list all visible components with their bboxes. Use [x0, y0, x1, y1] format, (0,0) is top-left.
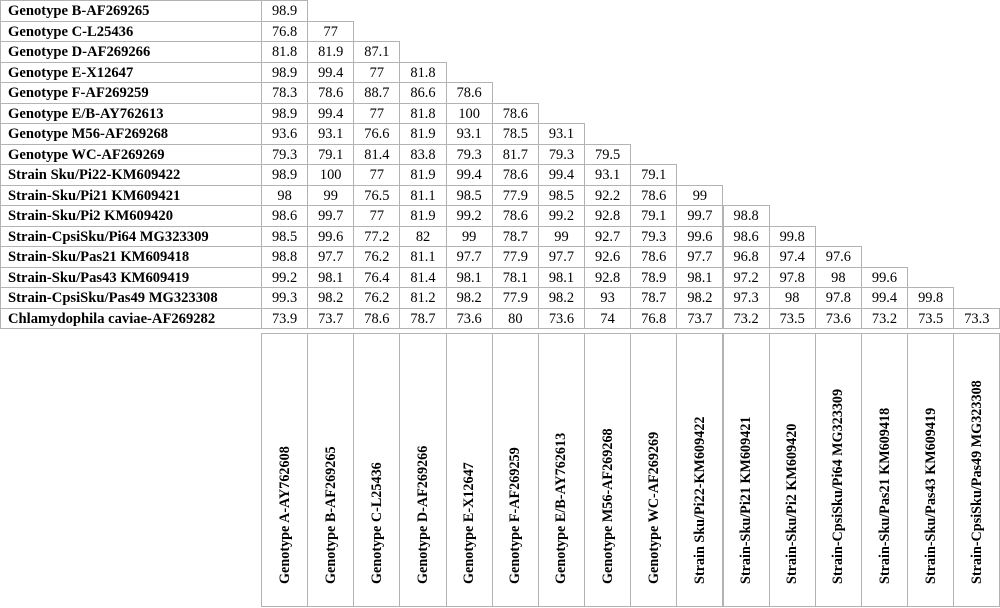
value-cell: 98.6 [261, 205, 308, 227]
value-cell: 78.6 [492, 103, 539, 125]
value-cell: 97.8 [815, 287, 862, 309]
value-cell: 93.1 [307, 123, 354, 145]
value-cell: 99.2 [446, 205, 493, 227]
value-cell: 77.9 [492, 246, 539, 268]
column-header [907, 333, 954, 607]
column-header-label: Genotype C-L25436 [368, 462, 385, 584]
column-header-label: Strain-Sku/Pi21 KM609421 [738, 416, 755, 584]
value-cell: 78.7 [492, 226, 539, 248]
value-cell: 98.2 [307, 287, 354, 309]
value-cell: 97.3 [723, 287, 770, 309]
value-cell: 78.7 [630, 287, 677, 309]
value-cell: 81.8 [261, 41, 308, 63]
column-header [861, 333, 908, 607]
value-cell: 77 [353, 164, 400, 186]
row-label: Strain-Sku/Pi2 KM609420 [0, 205, 262, 227]
row-label: Genotype E/B-AY762613 [0, 103, 262, 125]
value-cell: 78.6 [630, 246, 677, 268]
value-cell: 81.1 [399, 246, 446, 268]
value-cell: 73.5 [907, 308, 954, 330]
value-cell: 78.6 [630, 185, 677, 207]
value-cell: 79.1 [630, 164, 677, 186]
value-cell: 79.3 [261, 144, 308, 166]
value-cell: 81.9 [399, 205, 446, 227]
value-cell: 77 [353, 62, 400, 84]
value-cell: 99.2 [538, 205, 585, 227]
value-cell: 76.6 [353, 123, 400, 145]
value-cell: 76.5 [353, 185, 400, 207]
value-cell: 93.1 [538, 123, 585, 145]
value-cell: 98.5 [538, 185, 585, 207]
value-cell: 97.6 [815, 246, 862, 268]
value-cell: 99 [538, 226, 585, 248]
value-cell: 98.5 [261, 226, 308, 248]
column-header [307, 333, 354, 607]
value-cell: 76.8 [261, 21, 308, 43]
value-cell: 98.1 [538, 267, 585, 289]
value-cell: 73.2 [723, 308, 770, 330]
value-cell: 81.4 [353, 144, 400, 166]
value-cell: 93.6 [261, 123, 308, 145]
value-cell: 99.4 [538, 164, 585, 186]
value-cell: 98 [261, 185, 308, 207]
value-cell: 99.4 [446, 164, 493, 186]
value-cell: 78.6 [492, 205, 539, 227]
row-label: Chlamydophila caviae-AF269282 [0, 308, 262, 330]
value-cell: 78.1 [492, 267, 539, 289]
column-header [261, 333, 308, 607]
column-header-label: Strain-Sku/Pi2 KM609420 [784, 423, 801, 584]
column-header [538, 333, 585, 607]
value-cell: 92.8 [584, 205, 631, 227]
row-label: Genotype M56-AF269268 [0, 123, 262, 145]
value-cell: 92.2 [584, 185, 631, 207]
value-cell: 97.7 [538, 246, 585, 268]
value-cell: 78.3 [261, 82, 308, 104]
value-cell: 79.5 [584, 144, 631, 166]
row-label: Strain-CpsiSku/Pas49 MG323308 [0, 287, 262, 309]
value-cell: 78.9 [630, 267, 677, 289]
value-cell: 80 [492, 308, 539, 330]
value-cell: 81.2 [399, 287, 446, 309]
value-cell: 82 [399, 226, 446, 248]
value-cell: 97.2 [723, 267, 770, 289]
value-cell: 97.7 [676, 246, 723, 268]
value-cell: 99.8 [769, 226, 816, 248]
value-cell: 99.7 [676, 205, 723, 227]
value-cell: 99.6 [676, 226, 723, 248]
value-cell: 76.4 [353, 267, 400, 289]
value-cell: 99.6 [861, 267, 908, 289]
value-cell: 98.9 [261, 164, 308, 186]
value-cell: 77 [353, 205, 400, 227]
value-cell: 79.1 [307, 144, 354, 166]
value-cell: 73.5 [769, 308, 816, 330]
value-cell: 93 [584, 287, 631, 309]
value-cell: 81.8 [399, 62, 446, 84]
value-cell: 92.8 [584, 267, 631, 289]
column-header-label: Strain-Sku/Pas43 KM609419 [922, 407, 939, 584]
value-cell: 76.2 [353, 287, 400, 309]
column-header-label: Genotype F-AF269259 [507, 447, 524, 584]
row-label: Strain Sku/Pi22-KM609422 [0, 164, 262, 186]
column-header-label: Genotype B-AF269265 [322, 446, 339, 584]
value-cell: 97.8 [769, 267, 816, 289]
column-header-label: Genotype M56-AF269268 [599, 428, 616, 584]
column-header-label: Strain-Sku/Pas21 KM609418 [876, 407, 893, 584]
column-header [630, 333, 677, 607]
value-cell: 78.6 [353, 308, 400, 330]
value-cell: 92.7 [584, 226, 631, 248]
value-cell: 98.9 [261, 0, 308, 22]
value-cell: 73.7 [676, 308, 723, 330]
value-cell: 78.7 [399, 308, 446, 330]
value-cell: 73.6 [815, 308, 862, 330]
value-cell: 76.2 [353, 246, 400, 268]
value-cell: 86.6 [399, 82, 446, 104]
value-cell: 73.3 [953, 308, 1000, 330]
value-cell: 98.2 [676, 287, 723, 309]
value-cell: 99.8 [907, 287, 954, 309]
column-header [676, 333, 723, 607]
value-cell: 98.9 [261, 103, 308, 125]
value-cell: 98 [769, 287, 816, 309]
column-header-label: Genotype E/B-AY762613 [553, 432, 570, 584]
value-cell: 97.4 [769, 246, 816, 268]
row-label: Genotype F-AF269259 [0, 82, 262, 104]
value-cell: 98.9 [261, 62, 308, 84]
value-cell: 98.2 [446, 287, 493, 309]
value-cell: 100 [307, 164, 354, 186]
value-cell: 74 [584, 308, 631, 330]
value-cell: 88.7 [353, 82, 400, 104]
column-header [492, 333, 539, 607]
value-cell: 77 [353, 103, 400, 125]
value-cell: 73.9 [261, 308, 308, 330]
value-cell: 99 [676, 185, 723, 207]
value-cell: 78.6 [446, 82, 493, 104]
column-header-label: Genotype E-X12647 [461, 462, 478, 584]
value-cell: 98.2 [538, 287, 585, 309]
value-cell: 81.8 [399, 103, 446, 125]
column-header [769, 333, 816, 607]
value-cell: 79.3 [446, 144, 493, 166]
value-cell: 98 [815, 267, 862, 289]
row-label: Strain-CpsiSku/Pi64 MG323309 [0, 226, 262, 248]
row-label: Strain-Sku/Pi21 KM609421 [0, 185, 262, 207]
value-cell: 97.7 [307, 246, 354, 268]
value-cell: 79.3 [630, 226, 677, 248]
value-cell: 77 [307, 21, 354, 43]
value-cell: 83.8 [399, 144, 446, 166]
row-label: Genotype E-X12647 [0, 62, 262, 84]
value-cell: 76.8 [630, 308, 677, 330]
value-cell: 98.1 [446, 267, 493, 289]
value-cell: 78.5 [492, 123, 539, 145]
value-cell: 98.8 [261, 246, 308, 268]
value-cell: 99.7 [307, 205, 354, 227]
column-header-label: Genotype WC-AF269269 [645, 431, 662, 584]
value-cell: 98.5 [446, 185, 493, 207]
value-cell: 99.3 [261, 287, 308, 309]
value-cell: 96.8 [723, 246, 770, 268]
row-label: Genotype D-AF269266 [0, 41, 262, 63]
value-cell: 99 [446, 226, 493, 248]
value-cell: 93.1 [446, 123, 493, 145]
value-cell: 99.4 [307, 103, 354, 125]
value-cell: 81.9 [399, 164, 446, 186]
row-label: Genotype B-AF269265 [0, 0, 262, 22]
column-header [953, 333, 1000, 607]
column-header-label: Strain Sku/Pi22-KM609422 [691, 416, 708, 584]
value-cell: 99.4 [307, 62, 354, 84]
column-header [353, 333, 400, 607]
value-cell: 73.7 [307, 308, 354, 330]
value-cell: 77.9 [492, 185, 539, 207]
value-cell: 73.6 [538, 308, 585, 330]
value-cell: 98.6 [723, 226, 770, 248]
value-cell: 77.9 [492, 287, 539, 309]
row-label: Genotype C-L25436 [0, 21, 262, 43]
value-cell: 81.9 [307, 41, 354, 63]
value-cell: 73.6 [446, 308, 493, 330]
row-label: Genotype WC-AF269269 [0, 144, 262, 166]
value-cell: 100 [446, 103, 493, 125]
column-header-label: Genotype A-AY762608 [276, 446, 293, 584]
value-cell: 98.1 [307, 267, 354, 289]
value-cell: 93.1 [584, 164, 631, 186]
column-header [815, 333, 862, 607]
row-label: Strain-Sku/Pas43 KM609419 [0, 267, 262, 289]
value-cell: 92.6 [584, 246, 631, 268]
value-cell: 81.7 [492, 144, 539, 166]
value-cell: 81.4 [399, 267, 446, 289]
value-cell: 73.2 [861, 308, 908, 330]
value-cell: 87.1 [353, 41, 400, 63]
value-cell: 98.8 [723, 205, 770, 227]
value-cell: 99 [307, 185, 354, 207]
column-header-label: Genotype D-AF269266 [415, 445, 431, 584]
value-cell: 78.6 [492, 164, 539, 186]
column-header [584, 333, 631, 607]
value-cell: 79.1 [630, 205, 677, 227]
value-cell: 78.6 [307, 82, 354, 104]
column-header [446, 333, 493, 607]
column-header [723, 333, 770, 607]
value-cell: 99.4 [861, 287, 908, 309]
value-cell: 98.1 [676, 267, 723, 289]
value-cell: 81.1 [399, 185, 446, 207]
column-header [399, 333, 446, 607]
column-header-label: Strain-CpsiSku/Pi64 MG323309 [830, 388, 847, 584]
row-label: Strain-Sku/Pas21 KM609418 [0, 246, 262, 268]
value-cell: 99.2 [261, 267, 308, 289]
value-cell: 79.3 [538, 144, 585, 166]
column-header-label: Strain-CpsiSku/Pas49 MG323308 [968, 380, 985, 584]
value-cell: 97.7 [446, 246, 493, 268]
value-cell: 77.2 [353, 226, 400, 248]
value-cell: 99.6 [307, 226, 354, 248]
value-cell: 81.9 [399, 123, 446, 145]
